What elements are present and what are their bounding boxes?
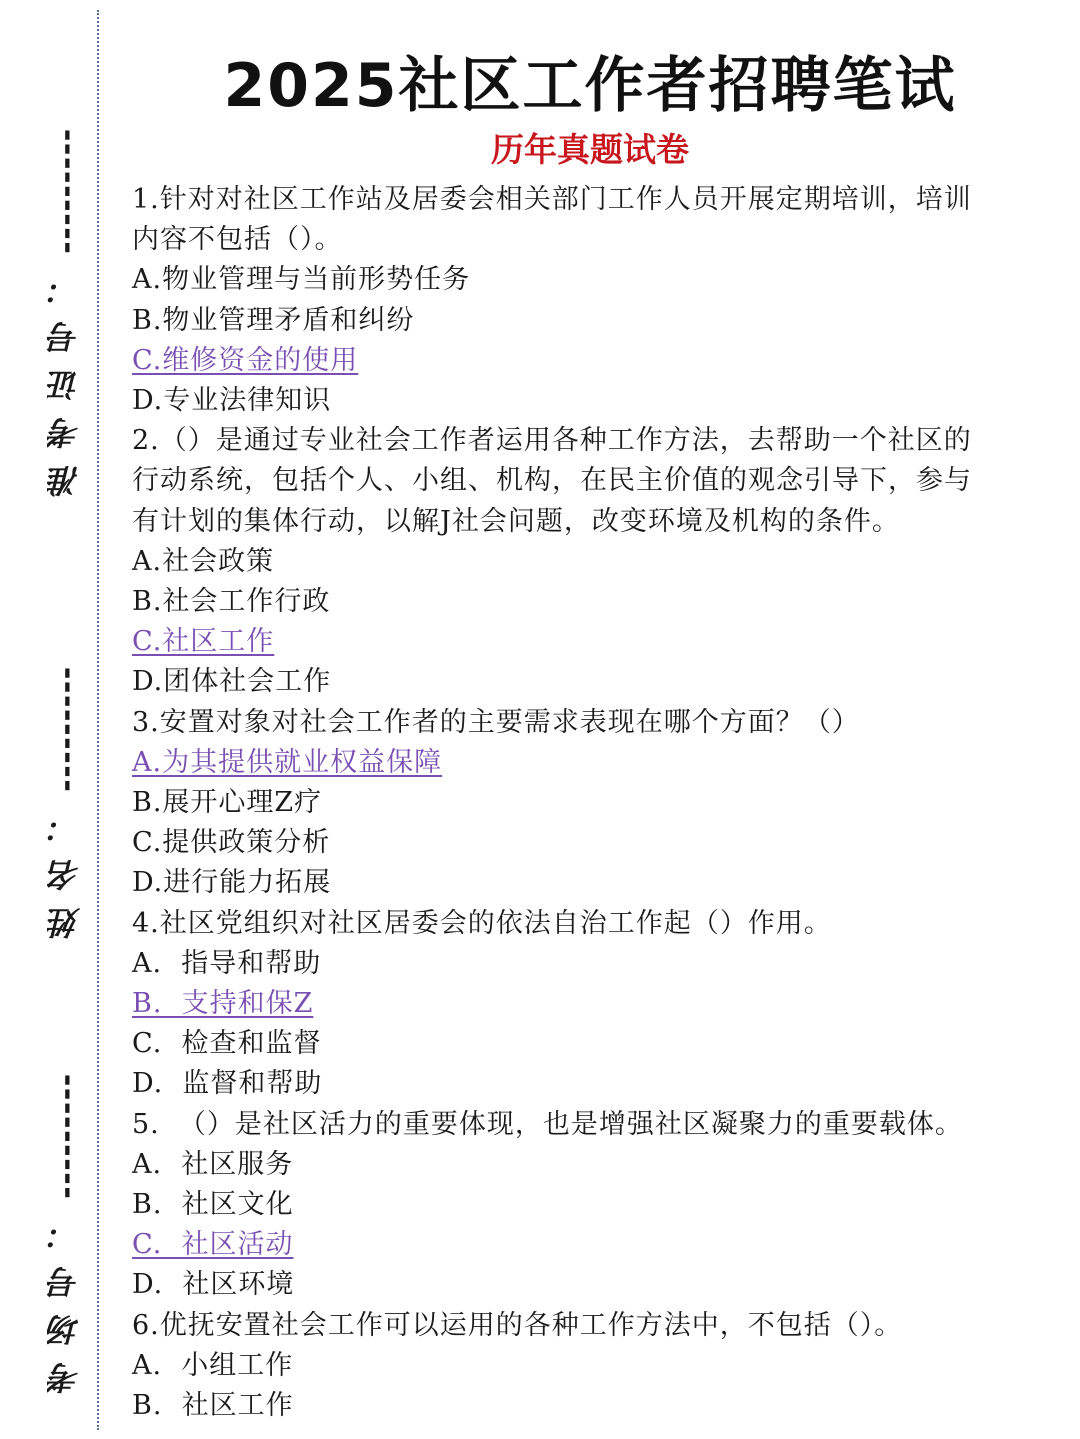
question-line: 1.针对对社区工作站及居委会相关部门工作人员开展定期培训，培训	[132, 184, 972, 215]
page-subtitle: 历年真题试卷	[491, 130, 689, 169]
question-line: B. 社区工作	[132, 1390, 294, 1422]
question-line: 4.社区党组织对社区居委会的依法自治工作起（）作用。	[132, 907, 832, 939]
question-line: B. 社区文化	[132, 1189, 294, 1221]
question-line: B.物业管理矛盾和纠纷	[132, 304, 415, 336]
seat-blank: ---------	[48, 1075, 84, 1202]
question-line: A. 社区服务	[132, 1148, 294, 1180]
question-line: C.提供政策分析	[132, 827, 331, 859]
exam-id-label: 准考证号：	[47, 256, 85, 497]
question-line: D.团体社会工作	[132, 666, 332, 698]
binding-margin	[0, 0, 100, 1439]
question-line: B.展开心理Z疗	[132, 787, 323, 819]
question-line: A. 指导和帮助	[132, 947, 322, 979]
name-blank: ---------	[48, 668, 84, 795]
binding-dotted-line	[97, 10, 99, 1430]
seat-field	[44, 1075, 88, 1394]
question-line: 有计划的集体行动，以解J社会问题，改变环境及机构的条件。	[132, 505, 900, 537]
seat-label: 考场号：	[47, 1201, 85, 1394]
page-title: 2025社区工作者招聘笔试	[223, 51, 957, 121]
name-label: 姓名：	[47, 794, 85, 939]
answer-line: A.为其提供就业权益保障	[132, 746, 443, 778]
question-line: D. 社区环境	[132, 1269, 295, 1301]
question-line: 6.优抚安置社会工作可以运用的各种工作方法中，不包括（）。	[132, 1309, 903, 1341]
question-line: A.社会政策	[132, 545, 275, 577]
question-list	[132, 180, 1052, 1426]
question-line: 5. （）是社区活力的重要体现，也是增强社区凝聚力的重要载体。	[132, 1108, 963, 1140]
question-line: 行动系统，包括个人、小组、机构，在民主价值的观念引导下，参与	[132, 465, 972, 497]
question-line: C. 检查和监督	[132, 1028, 322, 1060]
question-line: 内容不包括（）。	[132, 224, 343, 256]
question-line: D. 监督和帮助	[132, 1068, 323, 1100]
question-line: A. 小组工作	[132, 1349, 294, 1381]
answer-line: C. 社区活动	[132, 1229, 294, 1261]
question-line: 2.（）是通过专业社会工作者运用各种工作方法，去帮助一个社区的	[132, 425, 972, 457]
name-field	[44, 668, 88, 939]
question-line: B.社会工作行政	[132, 586, 331, 618]
exam-id-field	[44, 130, 88, 497]
question-line: 3.安置对象对社会工作者的主要需求表现在哪个方面？（）	[132, 706, 860, 738]
answer-line: C.社区工作	[132, 626, 275, 658]
answer-line: B. 支持和保Z	[132, 988, 314, 1020]
answer-line: C.维修资金的使用	[132, 344, 359, 376]
exam-id-blank: ---------	[48, 130, 84, 257]
question-line: D.进行能力拓展	[132, 867, 332, 899]
question-line: A.物业管理与当前形势任务	[132, 264, 471, 296]
question-line: D.专业法律知识	[132, 385, 332, 417]
